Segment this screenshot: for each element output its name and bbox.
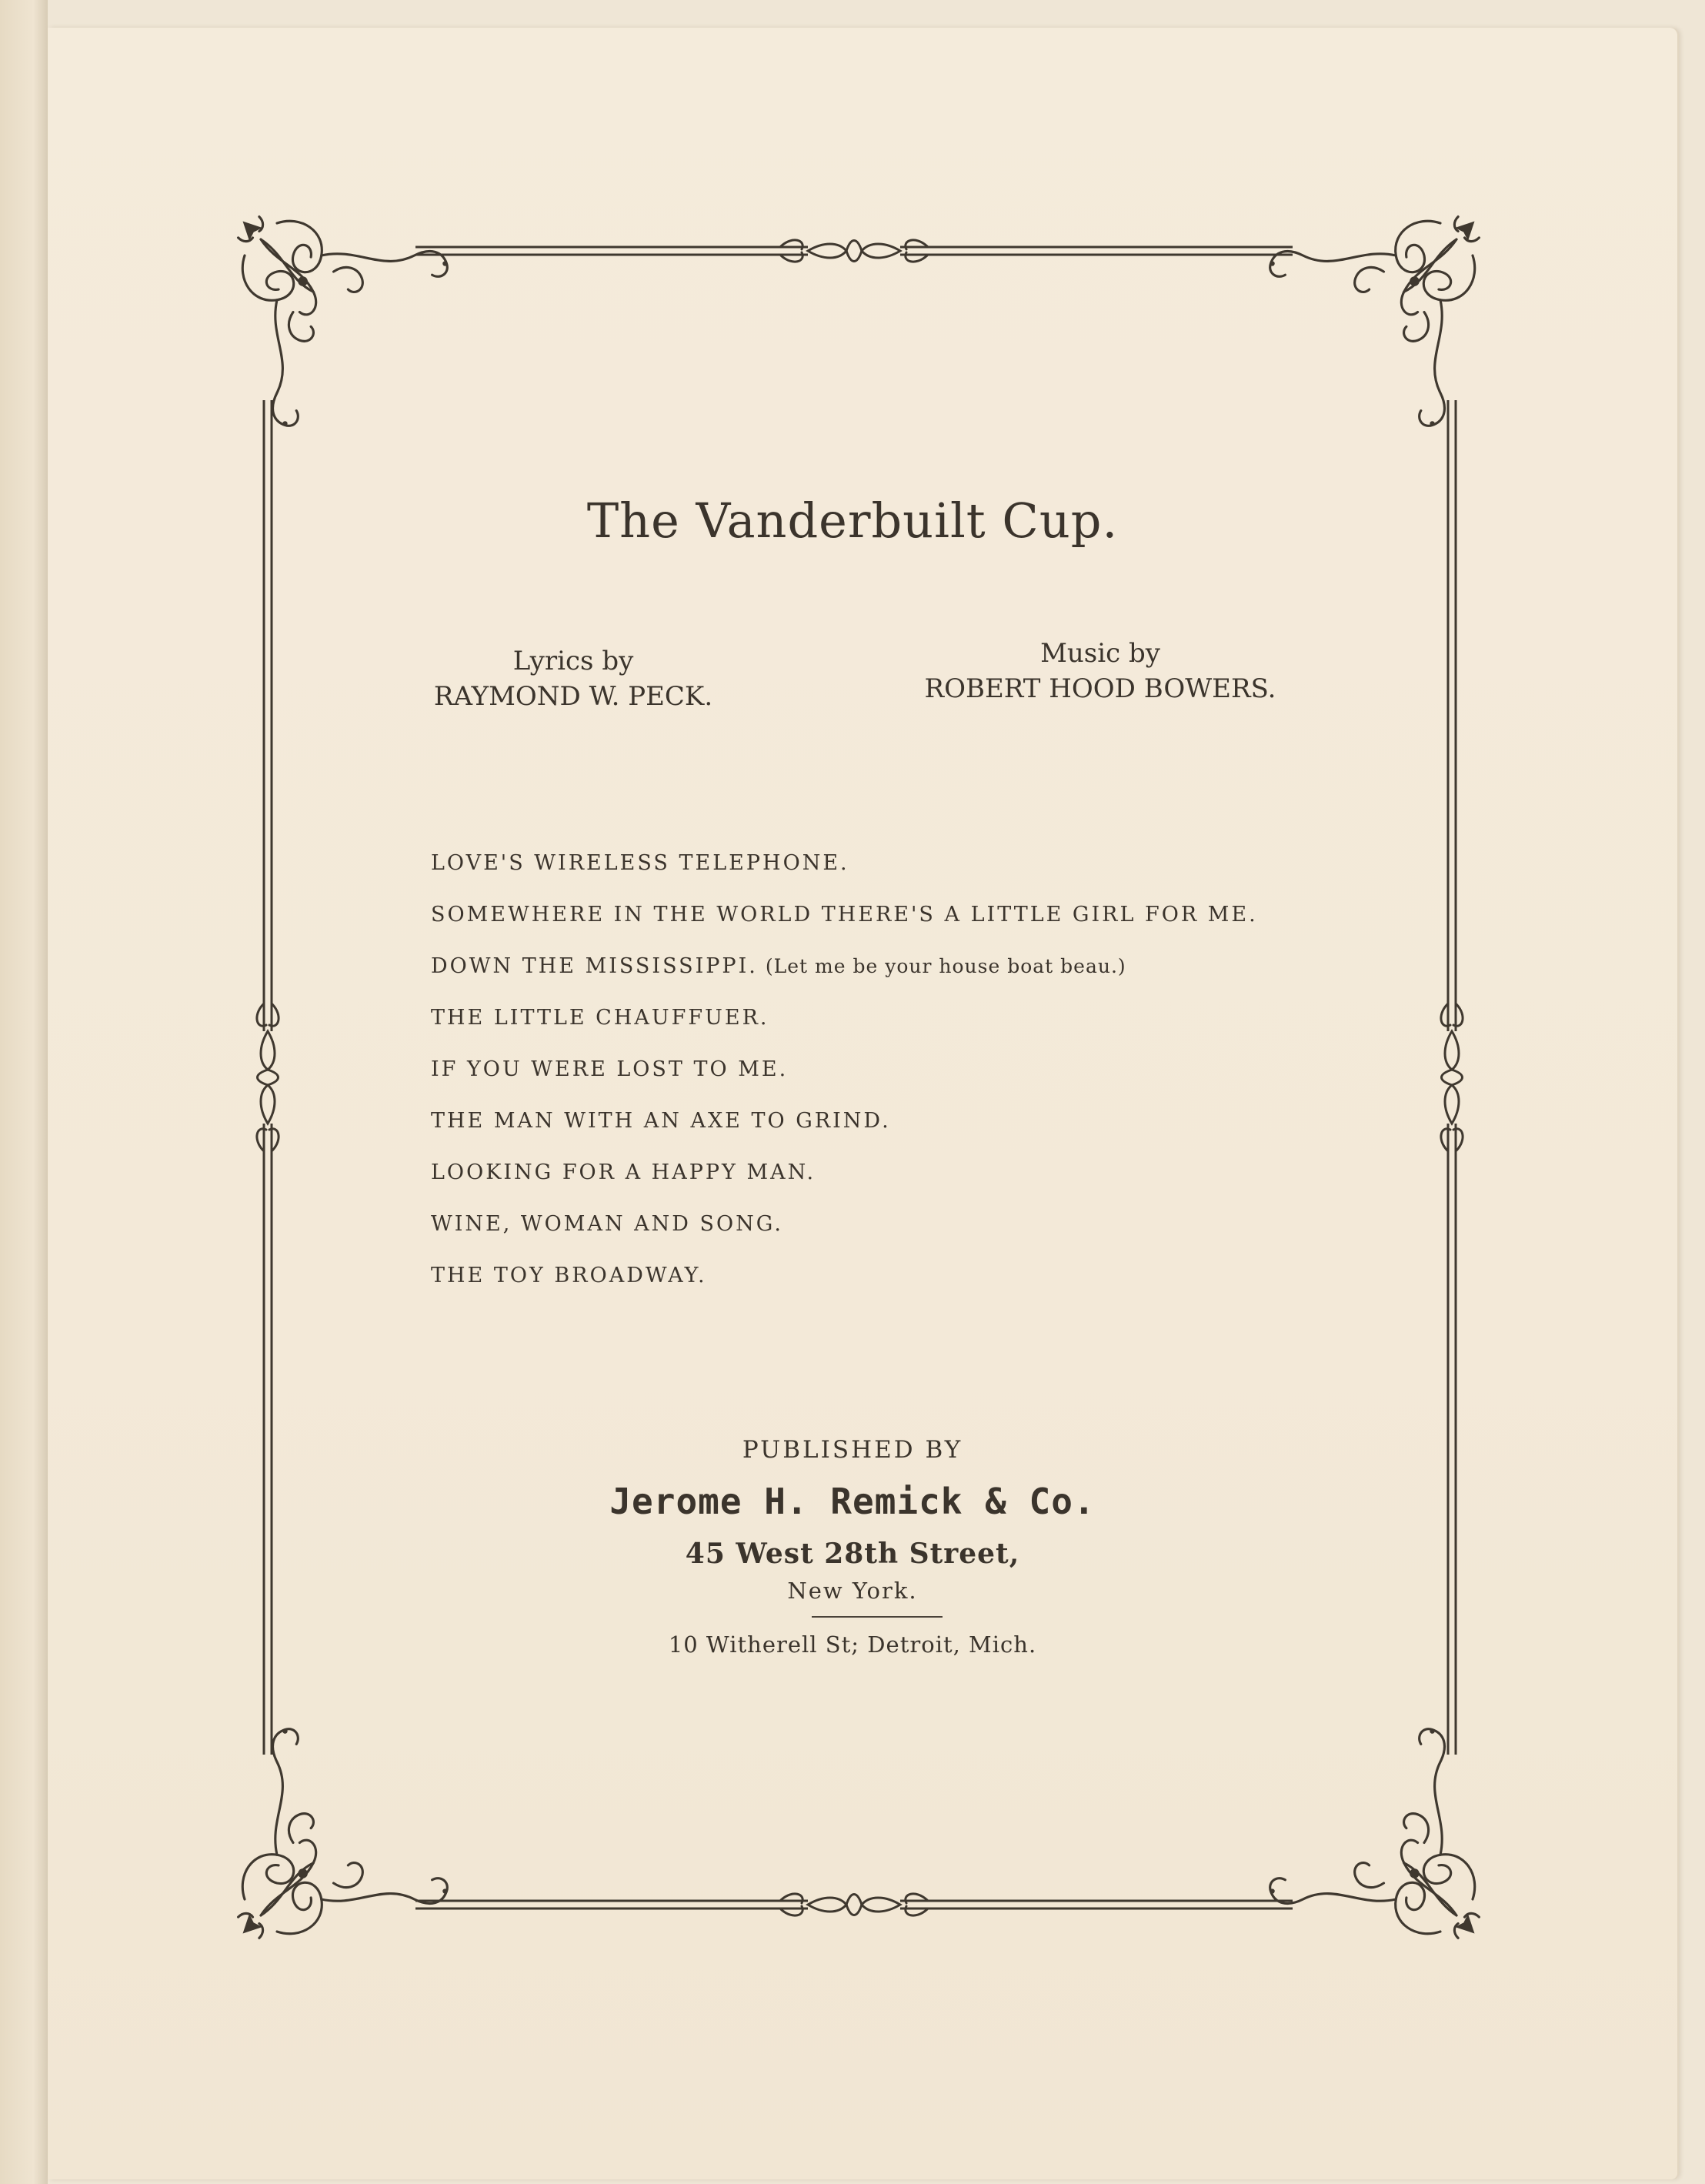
song-title: WINE, WOMAN AND SONG. bbox=[431, 1212, 783, 1236]
music-role: Music by bbox=[1040, 638, 1160, 669]
song-title: THE LITTLE CHAUFFUER. bbox=[431, 1006, 769, 1030]
publisher-branch: 10 Witherell St; Detroit, Mich. bbox=[668, 1631, 1037, 1658]
song-title: THE TOY BROADWAY. bbox=[431, 1264, 707, 1287]
song-item bbox=[431, 1054, 1258, 1106]
publisher-name: Jerome H. Remick & Co. bbox=[609, 1481, 1096, 1522]
published-by-label: PUBLISHED BY bbox=[742, 1436, 963, 1464]
song-title: IF YOU WERE LOST TO ME. bbox=[431, 1057, 789, 1081]
composer-name: ROBERT HOOD BOWERS. bbox=[924, 673, 1276, 704]
page-title: The Vanderbuilt Cup. bbox=[586, 493, 1119, 549]
song-subtitle: (Let me be your house boat beau.) bbox=[765, 955, 1126, 977]
song-item bbox=[431, 1261, 1258, 1312]
song-title: SOMEWHERE IN THE WORLD THERE'S A LITTLE GIRL FOR ME. bbox=[431, 903, 1258, 927]
song-list bbox=[431, 848, 1258, 1312]
song-title: THE MAN WITH AN AXE TO GRIND. bbox=[431, 1109, 891, 1133]
publisher-city: New York. bbox=[787, 1578, 918, 1604]
song-item bbox=[431, 900, 1258, 951]
music-credit bbox=[908, 636, 1293, 706]
song-item bbox=[431, 951, 1258, 1003]
song-item bbox=[431, 848, 1258, 900]
lyricist-name: RAYMOND W. PECK. bbox=[433, 681, 713, 712]
song-item bbox=[431, 1106, 1258, 1157]
song-item bbox=[431, 1209, 1258, 1261]
song-title: LOOKING FOR A HAPPY MAN. bbox=[431, 1160, 816, 1184]
lyrics-role: Lyrics by bbox=[512, 646, 634, 676]
song-item bbox=[431, 1157, 1258, 1209]
song-title: LOVE'S WIRELESS TELEPHONE. bbox=[431, 851, 849, 875]
lyrics-credit bbox=[385, 643, 762, 714]
song-item bbox=[431, 1003, 1258, 1054]
publisher-street: 45 West 28th Street, bbox=[685, 1538, 1020, 1570]
divider-rule bbox=[812, 1616, 943, 1618]
song-title: DOWN THE MISSISSIPPI. bbox=[431, 954, 758, 978]
